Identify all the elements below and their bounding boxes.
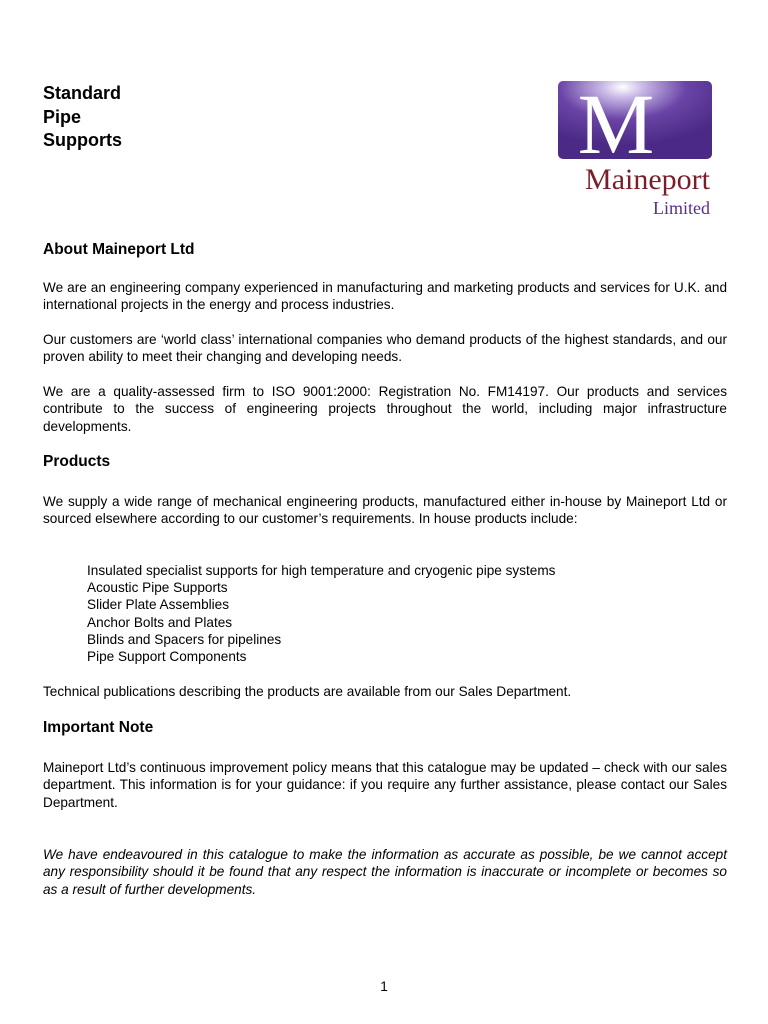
product-item: Pipe Support Components [87,649,247,665]
logo-name: Maineport [585,163,710,196]
about-heading: About Maineport Ltd [43,241,195,258]
about-paragraph: Our customers are ‘world class’ international companies who demand products of the highest standards, and our proven ability to meet their changing and developing needs. [43,332,727,365]
products-intro: We supply a wide range of mechanical engineering products, manufactured either in-house by Maineport Ltd or sourced elsewhere according to our customer’s requirements. In house products include: [43,494,727,527]
products-heading: Products [43,453,111,470]
product-item: Blinds and Spacers for pipelines [87,631,282,647]
logo-suffix: Limited [653,198,710,218]
product-item: Slider Plate Assemblies [87,597,230,613]
product-item: Acoustic Pipe Supports [87,580,228,596]
title-line: Standard [43,83,122,103]
maineport-logo [558,81,714,221]
title-line: Pipe [43,106,82,127]
product-item: Anchor Bolts and Plates [87,614,233,630]
product-list [87,562,555,665]
disclaimer-text: We have endeavoured in this catalogue to make the information as accurate as possible, be we cannot accept any responsibility should it be found that any respect the information is inaccurate or incomplete or becomes so as a result of further developments. [43,847,727,897]
logo-letter: M [577,81,655,172]
product-item: Insulated specialist supports for high temperature and cryogenic pipe systems [87,563,556,578]
about-paragraph: We are a quality-assessed firm to ISO 9001:2000: Registration No. FM14197. Our products and services contribute to the success of engineering projects throughout the world, including major infrastructure developments. [43,384,727,434]
title-line: Supports [43,130,122,150]
note-heading: Important Note [43,719,154,736]
document-title [43,82,122,153]
products-outro: Technical publications describing the products are available from our Sales Department. [43,684,572,699]
page-number: 1 [380,979,388,994]
note-text: Maineport Ltd’s continuous improvement policy means that this catalogue may be updated – check with our sales department. This information is for your guidance: if you require any further assistance, please contact our Sales Department. [43,760,727,810]
about-paragraph: We are an engineering company experienced in manufacturing and marketing products and services for U.K. and international projects in the energy and process industries. [43,280,727,313]
